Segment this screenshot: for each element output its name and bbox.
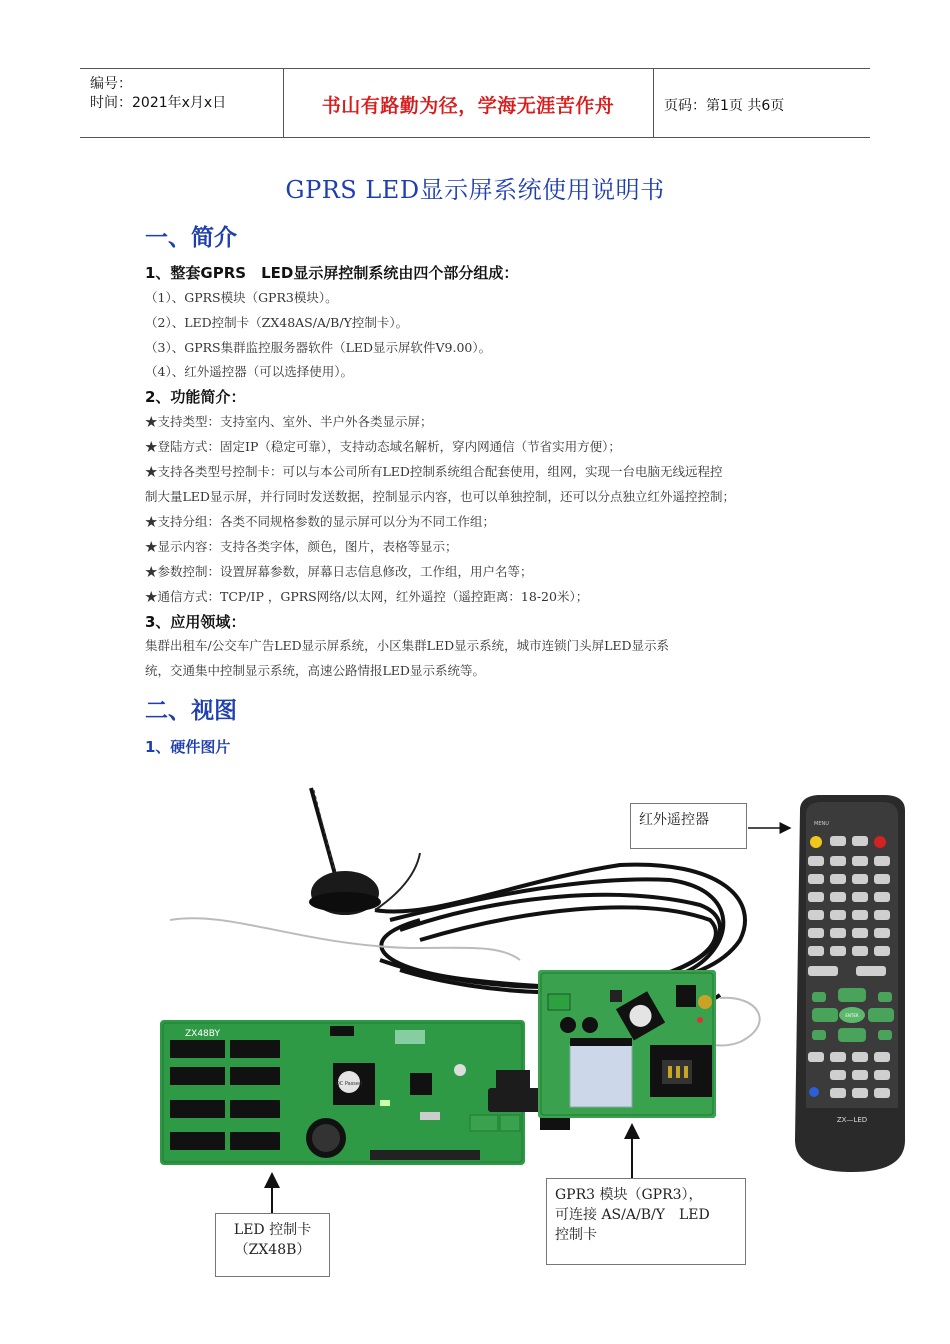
feature-line: 制大量LED显示屏，并行同时发送数据，控制显示内容，也可以单独控制，还可以分点独立红外遥控控制； [145,489,735,504]
feature-line: ★显示内容：支持各类字体，颜色，图片，表格等显示； [145,539,458,554]
hardware-photo [0,770,950,1290]
feature-line: ★支持分组：各类不同规格参数的显示屏可以分为不同工作组； [145,514,496,529]
gprs-module [538,970,716,1118]
component-item: （3）、GPRS集群监控服务器软件（LED显示屏软件V9.00）。 [145,340,492,355]
feature-line: ★支持类型：支持室内、室外、半户外各类显示屏； [145,414,433,429]
feature-line: ★支持各类型号控制卡：可以与本公司所有LED控制系统组合配套使用，组网，实现一台电脑无线远程控 [145,464,723,479]
header-table [80,68,870,138]
number-label: 编号： [90,76,132,92]
application-line: 集群出租车/公交车广告LED显示屏系统，小区集群LED显示系统，城市连锁门头屏LED显示系 [145,638,670,653]
section-1-heading: 一、简介 [145,225,237,251]
qc-sticker-label: QC Passed [335,1081,363,1087]
component-item: （2）、LED控制卡（ZX48AS/A/B/Y控制卡）。 [145,315,409,330]
subsection-1-3-heading: 3、应用领域： [145,613,246,631]
sma-lead [375,853,420,910]
remote-control-photo [795,795,905,1172]
subsection-2-1-heading: 1、硬件图片 [145,738,231,756]
remote-menu-label: MENU [814,821,829,827]
callout-module-line2: 可连接 AS/A/B/Y LED [555,1207,710,1223]
subsection-1-2-heading: 2、功能简介： [145,388,246,406]
led-control-card [160,1020,525,1165]
callout-module-line1: GPR3 模块（GPR3）， [555,1187,703,1203]
subsection-1-1-heading: 1、整套GPRS LED显示屏控制系统由四个部分组成： [145,264,519,282]
callout-module [546,1178,746,1265]
motto: 书山有路勤为径，学海无涯苦作舟 [321,95,615,117]
section-2-heading: 二、视图 [145,698,237,724]
header-cell-page [654,69,870,137]
callout-remote-label: 红外遥控器 [639,812,709,828]
document-title: GPRS LED显示屏系统使用说明书 [285,176,665,204]
callout-card [215,1213,330,1277]
callout-card-line1: LED 控制卡 [233,1222,312,1238]
time-label: 时间：2021年x月x日 [90,95,227,111]
feature-line: ★登陆方式：固定IP（稳定可靠），支持动态域名解析，穿内网通信（节省实用方便）； [145,439,621,454]
card-silkscreen: ZX48BY [185,1029,220,1039]
remote-enter-label: ENTER [845,1013,859,1018]
callout-remote [630,803,747,849]
antenna [309,788,381,915]
component-item: （1）、GPRS模块（GPR3模块）。 [145,290,338,305]
feature-line: ★通信方式：TCP/IP ，GPRS网络/以太网，红外遥控（遥控距离：18-20米）； [145,589,589,604]
application-line: 统，交通集中控制显示系统，高速公路情报LED显示系统等。 [145,663,485,678]
callout-card-line2: （ZX48B） [234,1242,311,1258]
callout-module-line3: 控制卡 [555,1227,597,1243]
header-cell-meta [80,69,284,137]
page-info: 页码：第1页 共6页 [664,98,785,114]
feature-line: ★参数控制：设置屏幕参数，屏幕日志信息修改，工作组，用户名等； [145,564,533,579]
component-item: （4）、红外遥控器（可以选择使用）。 [145,364,353,379]
remote-brand-label: ZX—LED [836,1116,868,1124]
header-cell-motto [283,69,654,137]
ribbon-wire [170,918,520,960]
